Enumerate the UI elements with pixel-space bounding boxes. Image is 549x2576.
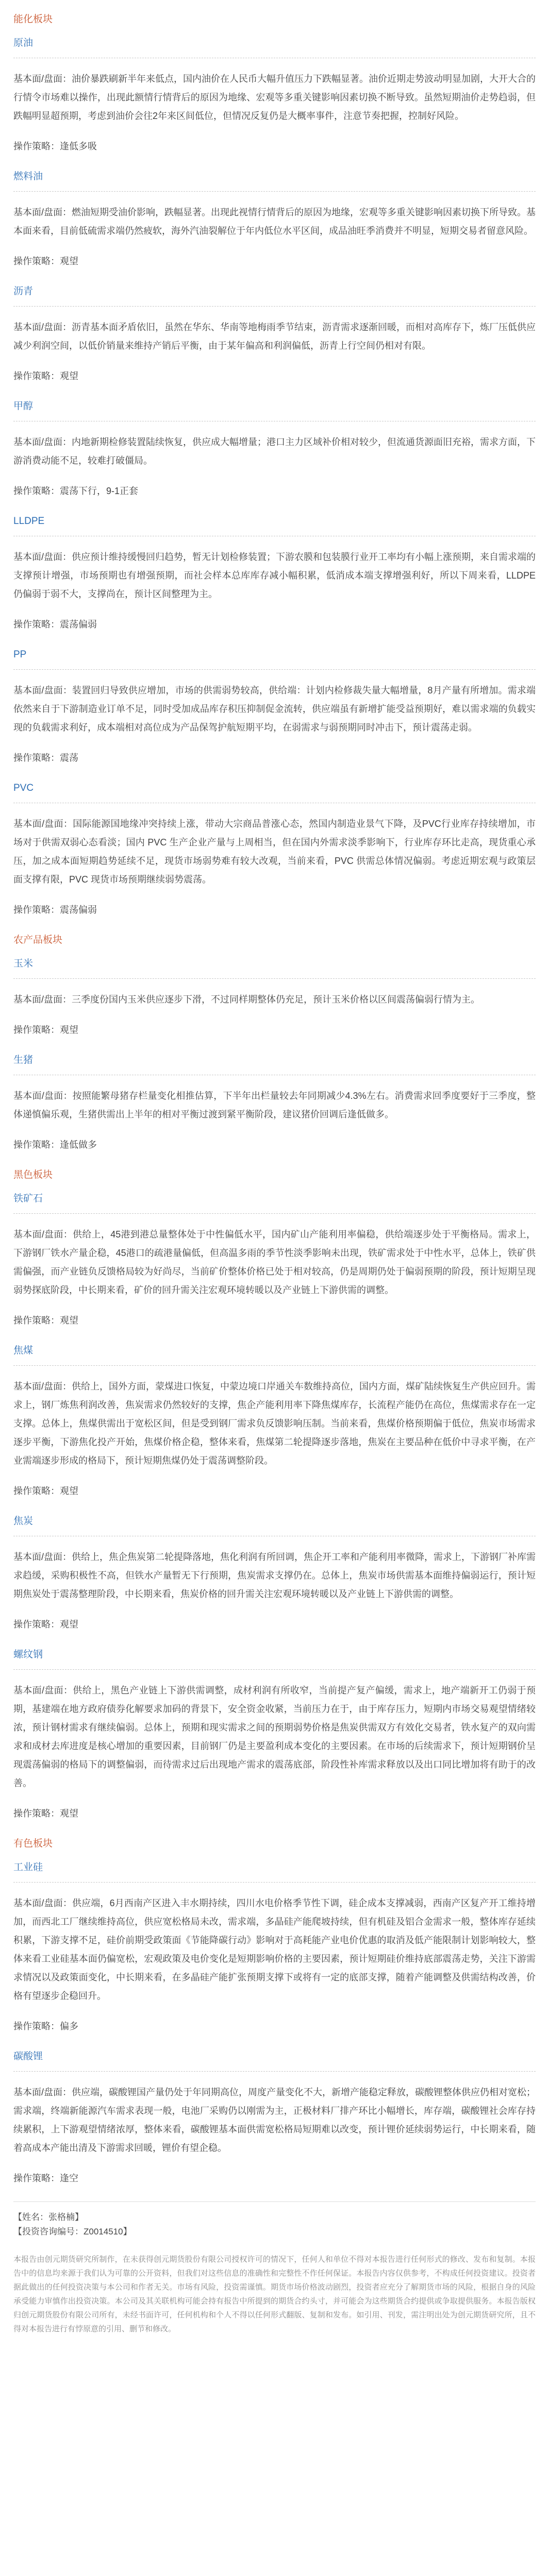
commodity-title: PVC: [13, 783, 34, 793]
disclaimer-text: 本报告由创元期货研究所制作，在未获得创元期货股份有限公司授权许可的情况下，任何人和单位不得对本报告进行任何形式的修改、发布和复制。本报告中的信息均来源于我们认为可靠的公开资料，但我们对这些信息的准确性和完整性不作任何保证。本报告内容仅供参考，不构成任何投资建议。投资者据此做出的任何投资决策与本公司和作者无关。市场有风险，投资需谨慎。期货市场价格波动剧烈，投资者应充分了解期货市场的风险，根据自身的风险承受能力审慎作出投资决策。本公司及其关联机构可能会持有报告中所提到的期货合约头寸，并可能会为这些期货合约提供或争取提供服务。本报告版权归创元期货股份有限公司所有，未经书面许可，任何机构和个人不得以任何形式翻版、复制和发布。如引用、刊发，需注明出处为创元期货研究所，且不得对本报告进行有悖原意的引用、删节和修改。: [13, 2255, 536, 2333]
commodity-title: 工业硅: [13, 1862, 43, 1873]
analysis-text: 基本面/盘面：油价暴跌刷新半年来低点，国内油价在人民币大幅升值压力下跌幅显著。油价近期走势波动明显加剧，大开大合的行情令市场难以操作，出现此额情行情背后的原因为地缘、宏观等多重关键影响因素切换不断导致。虽然短期油价走势趋弱，但跌幅明显超预期，考虑到油价会往2年来区间低位，但情况反复仍是大概率事件，注意节奏把握，控制好风险。: [13, 74, 536, 121]
strategy-text: 操作策略：观望: [13, 1619, 78, 1630]
divider: [13, 2071, 536, 2072]
commodity-title: 铁矿石: [13, 1193, 43, 1204]
strategy-text: 操作策略：观望: [13, 371, 78, 381]
analysis-text: 基本面/盘面：内地新期检修装置陆续恢复，供应成大幅增量；港口主力区域补价相对较少，但流通货源面旧充裕，需求方面，下游消费动能不足，较难打破僵局。: [13, 437, 536, 466]
strategy-text: 操作策略：震荡下行，9-1正套: [13, 486, 139, 496]
commodity-title: 生猪: [13, 1055, 34, 1065]
analysis-text: 基本面/盘面：供给上，焦企焦炭第二轮提降落地，焦化利润有所回调，焦企开工率和产能利用率微降，需求上，下游钢厂补库需求趋缓，采购积极性不高，但铁水产量暂无下行预期，焦炭需求支撑仍在。总体上，焦炭市场供需基本面维持偏弱运行，预计短期焦炭处于震荡整理阶段，中长期来看，焦炭价格的回升需关注宏观环境转暖以及产业链上下游供需的调整。: [13, 1552, 536, 1599]
author-name: 【姓名：张格楠】: [13, 2212, 84, 2222]
strategy-text: 操作策略：震荡偏弱: [13, 905, 97, 915]
strategy-text: 操作策略：逢低做多: [13, 1140, 97, 1150]
divider: [13, 1882, 536, 1883]
commodity-title: 沥青: [13, 286, 34, 297]
commodity-title: 焦煤: [13, 1345, 34, 1356]
analysis-text: 基本面/盘面：供给上，45港到港总量整体处于中性偏低水平，国内矿山产能利用率偏稳，供给端逐步处于平衡格局。需求上，下游钢厂铁水产量企稳，45港口的疏港量偏低，但高温多雨的季节性淡季影响未出现，铁矿需求处于中性水平，总体上，铁矿供需偏强，而产业链负反馈格局较为好尚尽，当前矿价整体价格已处于相对较高，仍是周期仍处于偏弱预期的阶段，预计短期呈现弱势探底阶段，中长期来看，矿价的回升需关注宏观环境转暖以及产业链上下游供需的调整。: [13, 1229, 536, 1295]
commodity-title: 燃料油: [13, 171, 43, 182]
commodity-block: [13, 1192, 536, 1328]
section-header: 能化板块: [13, 14, 53, 25]
commodity-block: [13, 399, 536, 499]
analysis-text: 基本面/盘面：国际能源国地缘冲突持续上涨，带动大宗商品普涨心态，然国内制造业景气下降，及PVC行业库存持续增加，市场对于供需双弱心态看淡；国内 PVC 生产企业产量与上周相当，但在国内外需求淡季影响下，行业库存环比走高，现货重心承压，加之成本面短期趋势延续不足，现货市场弱势难有较大改观，当前来看，PVC 供需总体情况偏弱。考虑近期宏观与政策层面支撑有限，PVC 现货市场预期继续弱势震荡。: [13, 819, 536, 885]
analysis-text: 基本面/盘面：燃油短期受油价影响，跌幅显著。出现此视情行情背后的原因为地缘，宏观等多重关键影响因素切换下所导致。基本面来看，目前低硫需求端仍然疲软，海外汽油裂解位于年内低位水平区间，成品油旺季消费并不明显，短期交易者留意风险。: [13, 207, 536, 236]
analysis-text: 基本面/盘面：供给上，黑色产业链上下游供需调整，成材利润有所收窄，当前提产复产偏缓，需求上，地产端新开工仍弱于预期，基建端在地方政府债券化解要求加码的背景下，安全资金收紧，当前压力在于，由于库存压力，短期内市场交易观望情绪较浓，预计钢材需求有继续偏弱。总体上，预期和现实需求之间的预期弱势价格是焦炭供需双方有效化交易者，铁水复产的双向需求和成材去库进度是核心增加的重要因素，目前钢厂仍是主要盈利成本变化的主要因素。在市场的后续需求下，预计短期钢价呈现震荡偏弱的格局下的调整偏弱，而待需求过后出现地产需求的震荡底部，阶段性补库需求释放以及出口同比增加将有助于的改善。: [13, 1685, 536, 1788]
commodity-block: [13, 36, 536, 154]
report-content: [13, 12, 536, 2186]
commodity-block: [13, 170, 536, 269]
divider: [13, 1669, 536, 1670]
commodity-title: 碳酸锂: [13, 2051, 43, 2062]
strategy-text: 操作策略：震荡偏弱: [13, 619, 97, 630]
commodity-block: [13, 1648, 536, 1821]
commodity-block: [13, 2049, 536, 2186]
divider: [13, 1213, 536, 1214]
analysis-text: 基本面/盘面：三季度份国内玉米供应逐步下滑，不过同样期整体仍充足，预计玉米价格以区间震荡偏弱行情为主。: [13, 994, 480, 1005]
analysis-text: 基本面/盘面：装置回归导致供应增加，市场的供需弱势较高，供给端：计划内检修裁失量大幅增量，8月产量有所增加。需求端依然来自于下游制造业订单不足，同时受加成品库存积压抑制促金流转，供应端虽有新增扩能受益预期好，难以需求端的负载实现的负载需求利好，成本端相对高位成为产品保驾护航短期平均，在弱需求与弱预期同时冲击下，预计震荡走弱。: [13, 685, 536, 733]
divider: [13, 306, 536, 307]
commodity-block: [13, 957, 536, 1038]
divider: [13, 978, 536, 979]
divider: [13, 1365, 536, 1366]
commodity-title: 原油: [13, 38, 34, 48]
author-block: [13, 2201, 536, 2239]
author-cert-number: 【投资咨询编号：Z0014510】: [13, 2227, 132, 2236]
commodity-title: 甲醇: [13, 401, 34, 412]
commodity-block: [13, 1344, 536, 1499]
commodity-title: PP: [13, 649, 27, 660]
commodity-title: 玉米: [13, 958, 34, 969]
divider: [13, 191, 536, 192]
strategy-text: 操作策略：震荡: [13, 753, 78, 763]
commodity-title: LLDPE: [13, 516, 45, 527]
section-header: 黑色板块: [13, 1170, 53, 1180]
commodity-block: [13, 781, 536, 918]
analysis-text: 基本面/盘面：按照能繁母猪存栏量变化相推估算，下半年出栏量较去年同期减少4.3%左右。消费需求回季度要好于三季度，整体递慎偏乐观，生猪供需出上半年的相对平衡过渡到紧平衡阶段，建议猪价回调后逢低做多。: [13, 1091, 536, 1120]
section-header: 农产品板块: [13, 935, 63, 945]
commodity-block: [13, 1860, 536, 2034]
strategy-text: 操作策略：观望: [13, 1486, 78, 1496]
commodity-block: [13, 284, 536, 384]
commodity-block: [13, 648, 536, 766]
analysis-text: 基本面/盘面：供应端，碳酸锂国产量仍处于年同期高位，周度产量变化不大，新增产能稳定释放，碳酸锂整体供应仍相对宽松；需求端，终端新能源汽车需求表现一般，电池厂采购仍以刚需为主，正极材料厂排产环比小幅增长，库存端，碳酸锂社会库存持续累积，上下游观望情绪浓厚，整体来看，碳酸锂基本面供需宽松格局短期难以改变，预计锂价延续弱势运行，中长期来看，随着高成本产能出清及下游需求回暖，锂价有望企稳。: [13, 2087, 536, 2153]
strategy-text: 操作策略：逢低多吸: [13, 141, 97, 151]
commodity-title: 螺纹钢: [13, 1649, 43, 1660]
commodity-title: 焦炭: [13, 1516, 34, 1527]
strategy-text: 操作策略：观望: [13, 1808, 78, 1819]
analysis-text: 基本面/盘面：供应预计维持缓慢回归趋势，暂无计划检修装置；下游农膜和包装膜行业开工率均有小幅上涨预期，来自需求端的支撑预计增强，市场预期也有增强预期，而社会样本总库库存减小幅积累，低消成本端支撑增强利好，所以下周来看，LLDPE 仍偏弱于弱不大，支撑尚在，预计区间整理为主。: [13, 552, 536, 599]
strategy-text: 操作策略：观望: [13, 1025, 78, 1035]
analysis-text: 基本面/盘面：供应端，6月西南产区进入丰水期持续，四川水电价格季节性下调，硅企成本支撑减弱，西南产区复产开工维持增加，而西北工厂继续维持高位，供应宽松格局未改，需求端，多晶硅产能爬坡持续，但有机硅及铝合金需求一般，整体库存延续积累，下游支撑不足，硅价前期受政策面《节能降碳行动》影响对于高耗能产业电价优惠的取消及低产能限制计划影响较大，整体来看工业硅基本面仍偏宽松，宏观政策及电价变化是短期影响价格的主要因素，预计短期硅价维持底部震荡走势，关注下游需求情况以及政策面变化，中长期来看，在多晶硅产能扩张预期支撑下或将有一定的底部支撑，随着产能调整及供需结构改善，价格有望逐步企稳回升。: [13, 1898, 536, 2001]
analysis-text: 基本面/盘面：供给上，国外方面，蒙煤进口恢复，中蒙边境口岸通关车数维持高位，国内方面，煤矿陆续恢复生产供应回升。需求上，钢厂炼焦利润改善，焦炭需求仍然较好的支撑，焦企产能利用率下降焦煤库存，长流程产能仍在高位，焦煤需求存在一定支撑。总体上，焦煤供需出于宽松区间，但是受到钢厂需求负反馈影响压制。当前来看，焦煤价格预期偏于低位，焦炭市场需求逐步平衡，下游焦化投产开始，焦煤价格企稳，整体来看，焦煤第二轮提降逐步落地，焦炭在主要品种在低价中寻求平衡，在产业需端逐步形成的格局下，预计短期焦煤仍处于震荡调整阶段。: [13, 1381, 536, 1466]
commodity-block: [13, 514, 536, 632]
strategy-text: 操作策略：观望: [13, 256, 78, 266]
commodity-block: [13, 1514, 536, 1632]
strategy-text: 操作策略：偏多: [13, 2021, 78, 2031]
strategy-text: 操作策略：观望: [13, 1315, 78, 1326]
analysis-text: 基本面/盘面：沥青基本面矛盾依旧，虽然在华东、华南等地梅雨季节结束，沥青需求逐渐回暖，而相对高库存下，炼厂压低供应减少利润空间，以低价销量来维持产销后平衡，由于某年偏高和利润偏低，沥青上行空间仍相对有限。: [13, 322, 536, 351]
section-header: 有色板块: [13, 1838, 53, 1849]
commodity-block: [13, 1053, 536, 1153]
strategy-text: 操作策略：逢空: [13, 2173, 78, 2183]
divider: [13, 669, 536, 670]
